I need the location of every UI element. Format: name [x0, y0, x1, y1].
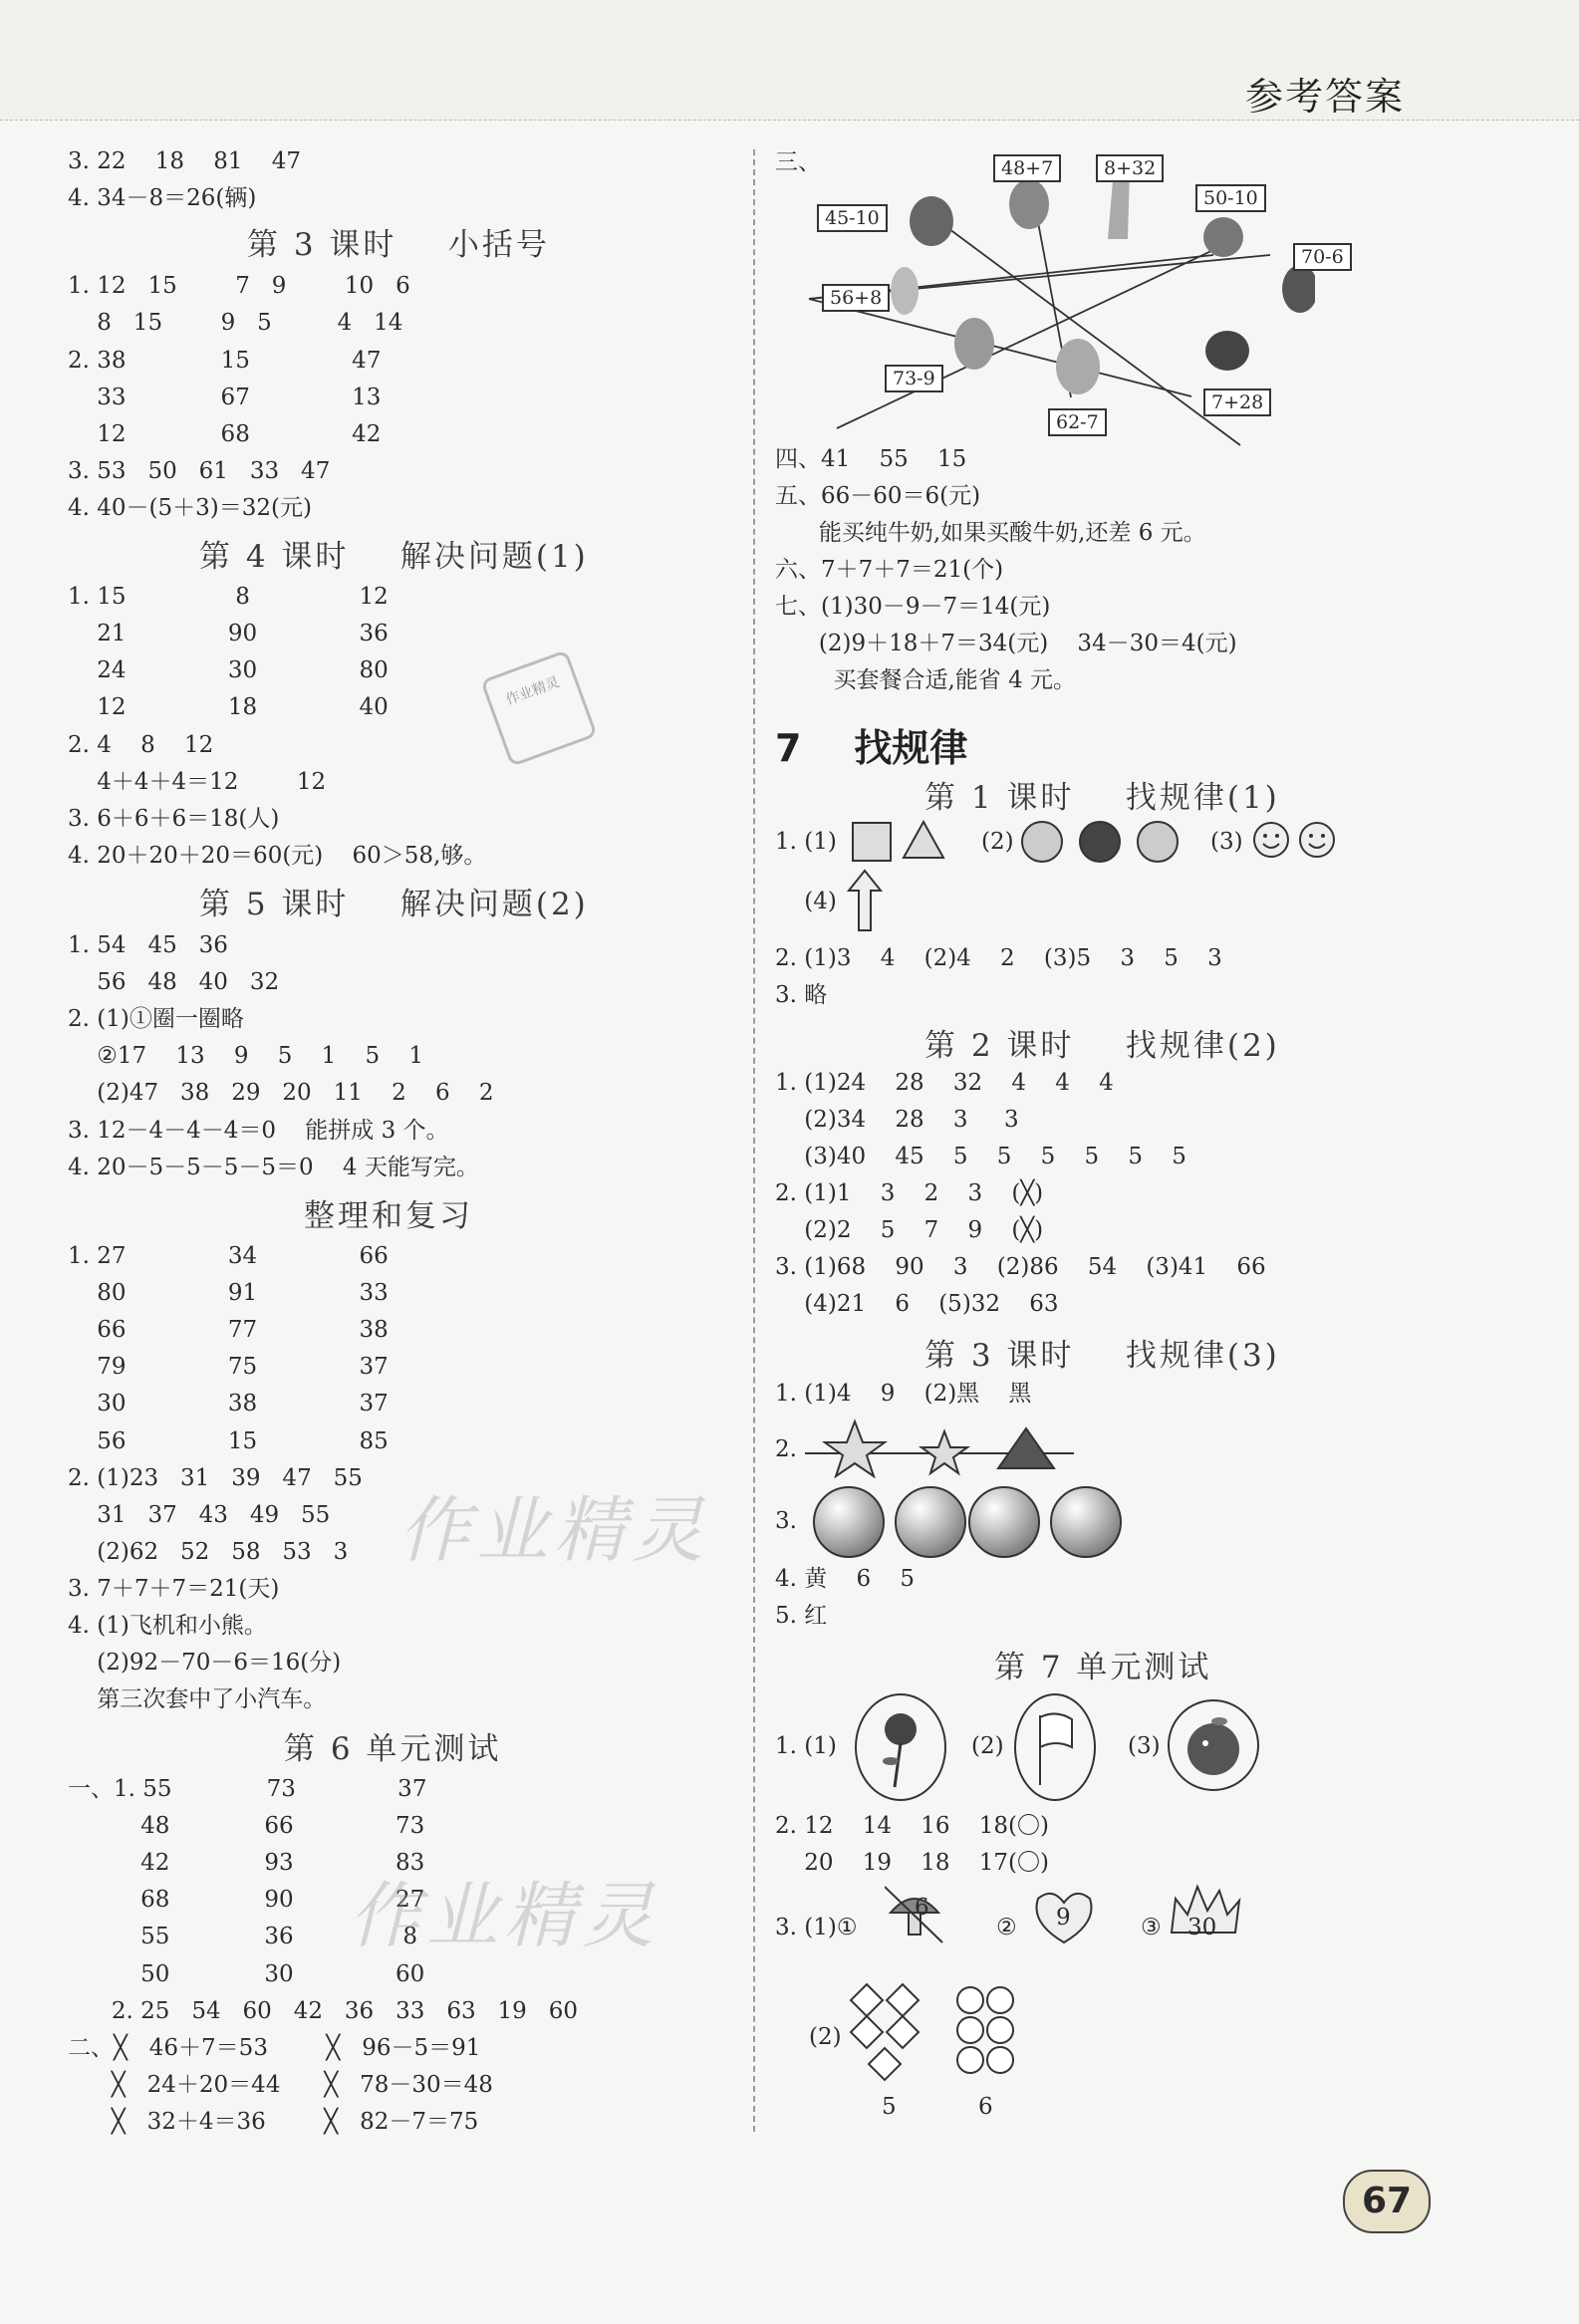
star-icon — [825, 1421, 885, 1476]
matching-label: 三、 — [775, 149, 821, 175]
answer-line: 4. (1)飞机和小熊。 — [68, 1613, 267, 1639]
answer-line: 4. 黄 6 5 — [775, 1566, 916, 1592]
triangle-icon — [998, 1428, 1054, 1468]
chapter-title: 7 找规律 — [775, 726, 968, 770]
stamp-logo: 作业精灵 — [480, 649, 598, 767]
star-icon — [921, 1431, 967, 1473]
ball-shape — [1050, 1486, 1122, 1558]
answer-line: 3. 6＋6＋6＝18(人) — [68, 806, 280, 832]
answer-line: 2. (1)①圈一圈略 — [68, 1006, 244, 1032]
answer-line: 21 90 36 — [68, 621, 389, 646]
answer-line: 1. 54 45 36 — [68, 932, 228, 958]
square-shape — [852, 822, 892, 862]
answer-line: 4＋4＋4＝12 12 — [68, 769, 327, 795]
answer-line: (2)47 38 29 20 11 2 6 2 — [68, 1080, 494, 1106]
rabbit-icon — [891, 267, 919, 315]
ball-shape — [968, 1486, 1040, 1558]
circle-light-shape — [1137, 821, 1179, 863]
matching-box: 45-10 — [817, 204, 888, 232]
section-heading: 第 2 课时 找规律(2) — [924, 1028, 1280, 1064]
answer-line: (2)9＋18＋7＝34(元) 34－30＝4(元) — [775, 631, 1237, 656]
answer-line: 第三次套中了小汽车。 — [68, 1686, 327, 1712]
answer-line: ② — [996, 1915, 1017, 1940]
answer-line: 1. 15 8 12 — [68, 584, 389, 610]
answer-line: (2)62 52 58 53 3 — [68, 1539, 349, 1565]
answer-line: 3. 7＋7＋7＝21(天) — [68, 1576, 280, 1602]
matching-box: 62-7 — [1048, 408, 1107, 436]
answer-line: 20 19 18 17(〇) — [775, 1850, 1049, 1876]
matching-box: 73-9 — [885, 365, 943, 392]
answer-line: (3) — [1210, 829, 1243, 855]
answer-line: (2) — [809, 2024, 842, 2050]
answer-line: (2) — [981, 829, 1014, 855]
flag-oval — [1014, 1693, 1096, 1801]
answer-line: 1. 12 15 7 9 10 6 — [68, 273, 410, 299]
answer-line: (4) — [775, 889, 837, 914]
monkey-icon — [1203, 217, 1243, 257]
answer-line: (4)21 6 (5)32 63 — [775, 1291, 1059, 1317]
answer-line: 4. 20＋20＋20＝60(元) 60＞58,够。 — [68, 843, 487, 869]
answer-line: 2. 38 15 47 — [68, 348, 382, 374]
answer-line: 2. (1)3 4 (2)4 2 (3)5 3 5 3 — [775, 945, 1222, 971]
answer-line: 1. (1) — [775, 829, 837, 855]
answer-line: 5. 红 — [775, 1603, 828, 1629]
answer-line: 56 15 85 — [68, 1428, 389, 1454]
section-heading: 第 6 单元测试 — [284, 1731, 502, 1767]
answer-line: 1. 27 34 66 — [68, 1243, 389, 1269]
matching-box: 48+7 — [993, 154, 1061, 182]
answer-line: 1. (1)4 9 (2)黑 黑 — [775, 1381, 1032, 1407]
dog-icon — [1205, 331, 1249, 371]
section-heading: 第 1 课时 找规律(1) — [924, 780, 1280, 816]
answer-line: 买套餐合适,能省 4 元。 — [775, 667, 1077, 693]
section-heading: 整理和复习 — [304, 1198, 473, 1234]
matching-box: 50-10 — [1195, 184, 1266, 212]
answer-line: 2. 12 14 16 18(〇) — [775, 1813, 1050, 1839]
answer-line: 2. 25 54 60 42 36 33 63 19 60 — [68, 1998, 578, 2024]
matching-box: 7+28 — [1203, 388, 1271, 416]
diamond-group — [845, 1982, 926, 2087]
answer-line: 42 93 83 — [68, 1850, 425, 1876]
circle-group — [954, 1984, 1018, 2084]
matching-box: 70-6 — [1293, 243, 1352, 271]
panda-icon — [910, 196, 953, 246]
page-number: 67 — [1343, 2170, 1431, 2233]
answer-line: 55 36 8 — [68, 1924, 417, 1949]
section-heading: 第 4 课时 解决问题(1) — [199, 539, 589, 575]
answer-line: 1. (1)24 28 32 4 4 4 — [775, 1070, 1114, 1096]
answer-line: 2. (1)23 31 39 47 55 — [68, 1465, 363, 1491]
arrow-up-icon — [847, 869, 883, 932]
apple-oval — [1168, 1699, 1259, 1791]
flag-icon — [1016, 1695, 1094, 1799]
answer-line: 2. (1)1 3 2 3 (╳) — [775, 1180, 1044, 1206]
answer-line: (2)2 5 7 9 (╳) — [775, 1217, 1044, 1243]
answer-line: 能买纯牛奶,如果买酸牛奶,还差 6 元。 — [775, 520, 1206, 546]
answer-line: 30 38 37 — [68, 1391, 389, 1417]
matching-box: 8+32 — [1096, 154, 1164, 182]
answer-line: 56 48 40 32 — [68, 969, 280, 995]
answer-line: ②17 13 9 5 1 5 1 — [68, 1043, 424, 1069]
answer-line: 1. (1) — [775, 1733, 837, 1759]
answer-line: 2. 4 8 12 — [68, 732, 214, 758]
elephant-icon — [1056, 339, 1100, 394]
star-triangle-pattern — [805, 1419, 1084, 1478]
answer-line: 68 90 27 — [68, 1887, 425, 1913]
leaf-number: 6 — [915, 1895, 929, 1921]
answer-line: 3. 22 18 81 47 — [68, 148, 302, 174]
answer-line: 33 67 13 — [68, 385, 382, 410]
answer-line: 50 30 60 — [68, 1961, 425, 1987]
answer-line: 8 15 9 5 4 14 — [68, 310, 403, 336]
answer-line: 3. (1)① — [775, 1915, 858, 1940]
rose-icon — [857, 1695, 944, 1799]
answer-line: 4. 20－5－5－5－5＝0 4 天能写完。 — [68, 1155, 479, 1180]
answer-line: 3. — [775, 1508, 797, 1534]
answer-line: 4. 34－8＝26(辆) — [68, 185, 257, 211]
answer-line: 七、(1)30－9－7＝14(元) — [775, 594, 1051, 620]
answer-line: 12 68 42 — [68, 421, 382, 447]
matching-box: 56+8 — [822, 284, 890, 312]
answer-line: (2)92－70－6＝16(分) — [68, 1650, 342, 1676]
answer-line: (2)34 28 3 3 — [775, 1107, 1019, 1133]
squirrel-icon — [1282, 265, 1315, 313]
section-heading: 第 5 课时 解决问题(2) — [199, 887, 589, 922]
answer-line: 12 18 40 — [68, 694, 389, 720]
answer-line: 80 91 33 — [68, 1280, 389, 1306]
header-title: 参考答案 — [1245, 75, 1406, 119]
rose-oval — [855, 1693, 946, 1801]
section-heading: 第 3 课时 小括号 — [247, 227, 550, 263]
answer-line: 3. 12－4－4－4＝0 能拼成 3 个。 — [68, 1118, 449, 1144]
smiley-icons — [1252, 821, 1342, 861]
watermark: 作业精灵 — [349, 1874, 660, 1957]
answer-line: 3. 53 50 61 33 47 — [68, 458, 331, 484]
answer-line: 31 37 43 49 55 — [68, 1502, 331, 1528]
answer-line: 66 77 38 — [68, 1317, 389, 1343]
circle-light-shape — [1021, 821, 1063, 863]
ball-shape — [813, 1486, 885, 1558]
answer-line: 48 66 73 — [68, 1813, 425, 1839]
triangle-shape — [902, 820, 945, 860]
answer-line: 2. — [775, 1436, 797, 1462]
answer-line: 一、1. 55 73 37 — [68, 1776, 427, 1802]
answer-line: ③ — [1141, 1915, 1162, 1940]
answer-line: ╳ 32＋4＝36 ╳ 82－7＝75 — [68, 2109, 479, 2135]
answer-line: (2) — [971, 1733, 1004, 1759]
bear-icon — [1009, 179, 1049, 229]
answer-line: 四、41 55 15 — [775, 446, 967, 472]
answer-line: 79 75 37 — [68, 1354, 389, 1380]
answer-line: ╳ 24＋20＝44 ╳ 78－30＝48 — [68, 2072, 493, 2098]
apple-icon — [1170, 1701, 1257, 1789]
watermark: 作业精灵 — [398, 1488, 710, 1572]
tiger-icon — [954, 318, 994, 370]
leaf-number: 9 — [1056, 1905, 1071, 1931]
answer-line: (3)40 45 5 5 5 5 5 5 — [775, 1144, 1186, 1169]
answer-line: 24 30 80 — [68, 657, 389, 683]
answer-line: (3) — [1128, 1733, 1161, 1759]
circle-dark-shape — [1079, 821, 1121, 863]
answer-line: 4. 40－(5＋3)＝32(元) — [68, 495, 312, 521]
column-divider — [753, 149, 755, 2132]
answer-line: 二、╳ 46＋7＝53 ╳ 96－5＝91 — [68, 2035, 481, 2061]
answer-line: 六、7＋7＋7＝21(个) — [775, 557, 1004, 583]
answer-line: 五、66－60＝6(元) — [775, 483, 981, 509]
section-heading: 第 7 单元测试 — [994, 1650, 1212, 1685]
answer-line: 6 — [978, 2094, 993, 2120]
answer-line: 5 — [882, 2094, 897, 2120]
ball-shape — [895, 1486, 966, 1558]
answer-line: 3. 略 — [775, 982, 828, 1008]
answer-line: 3. (1)68 90 3 (2)86 54 (3)41 66 — [775, 1254, 1266, 1280]
leaf-number: 30 — [1187, 1915, 1217, 1940]
section-heading: 第 3 课时 找规律(3) — [924, 1338, 1280, 1374]
